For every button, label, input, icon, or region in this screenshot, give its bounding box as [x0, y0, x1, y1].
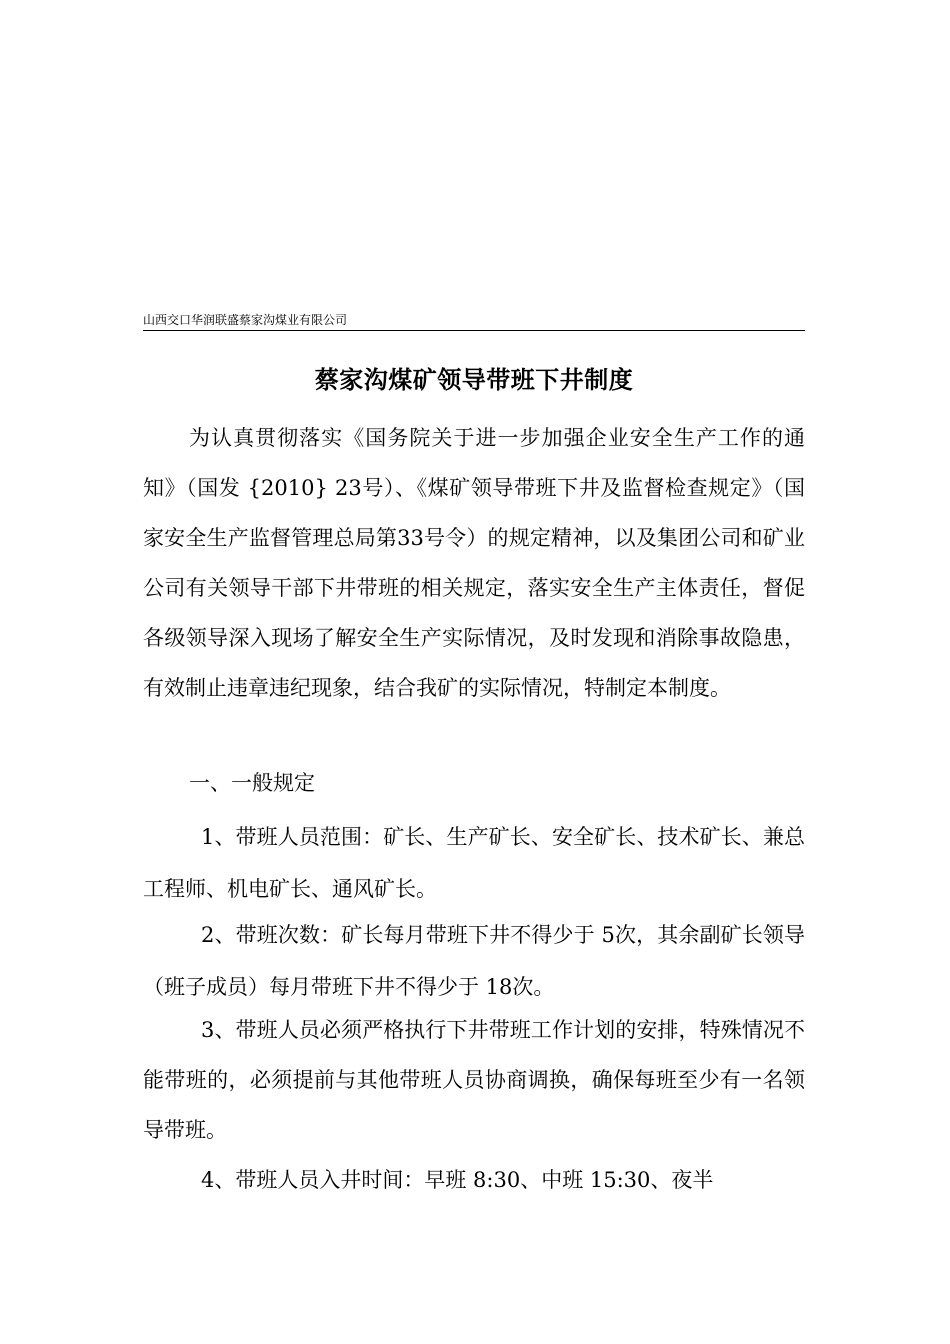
section-heading-general-rules: 一、一般规定 — [189, 771, 315, 795]
rule-2-paragraph: 2、带班次数：矿长每月带班下井不得少于 5次，其余副矿长领导（班子成员）每月带班下井不得少于 18次。 — [143, 923, 805, 999]
rule-1-paragraph: 1、带班人员范围：矿长、生产矿长、安全矿长、技术矿长、兼总工程师、机电矿长、通风矿长。 — [143, 825, 805, 901]
rule-3-paragraph: 3、带班人员必须严格执行下井带班工作计划的安排，特殊情况不能带班的，必须提前与其他带班人员协商调换，确保每班至少有一名领导带班。 — [143, 1018, 805, 1142]
intro-paragraph: 为认真贯彻落实《国务院关于进一步加强企业安全生产工作的通知》（国发 {2010} 23号）、《煤矿领导带班下井及监督检查规定》（国家安全生产监督管理总局第33号令）的规定精神，以及集团公司和矿业公司有关领导干部下井带班的相关规定，落实安全生产主体责任，督促各级领导深入现场了解安全生产实际情况，及时发现和消除事故隐患，有效制止违章违纪现象，结合我矿的实际情况，特制定本制度。 — [143, 426, 805, 700]
document-title: 蔡家沟煤矿领导带班下井制度 — [314, 365, 634, 394]
rule-4-paragraph: 4、带班人员入井时间：早班 8:30、中班 15:30、夜半 — [201, 1168, 714, 1192]
company-header: 山西交口华润联盛蔡家沟煤业有限公司 — [143, 313, 805, 331]
